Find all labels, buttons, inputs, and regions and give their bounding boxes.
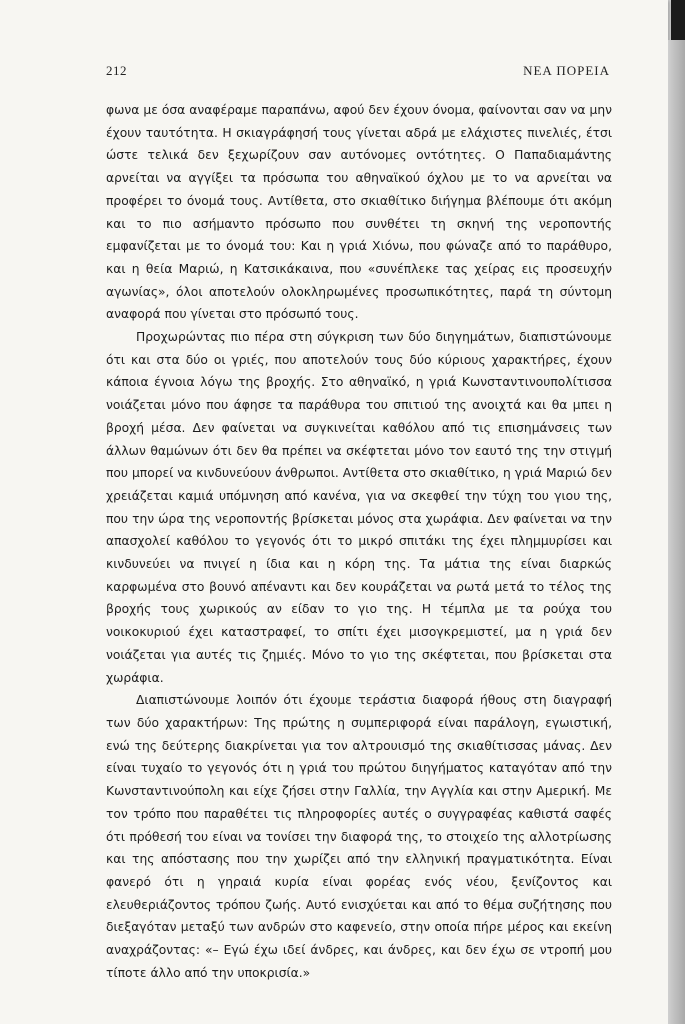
scan-edge-mark — [671, 0, 685, 40]
paragraph: Διαπιστώνουμε λοιπόν ότι έχουμε τεράστια διαφορά ήθους στη διαγραφή των δύο χαρακτήρων: Της πρώτης η συμπεριφορά είναι παράλογη, εγωιστική, ενώ της δεύτερης διακρίνεται για τον αλτρουισμό της σκιαθίτισσας μάνας. Δεν είναι τυχαίο το γεγονός ότι η γριά του πρώτου διηγήματος καταγόταν από την Κωνσταντινούπολη και είχε ζήσει στην Γαλλία, την Αγγλία και στην Αμερική. Με τον τρόπο που παραθέτει τις πληροφορίες αυτές ο συγγραφέας καθιστά σαφές ότι πρόθεσή του είναι να τονίσει την διαφορά της, το στοιχείο της αλλοτρίωσης και της απόστασης που την χωρίζει από την ελληνική πραγματικότητα. Είναι φανερό ότι η γηραιά κυρία είναι φορέας ενός νέου, ξενίζοντος και ελευθεριάζοντος τρόπου ζωής. Αυτό ενισχύεται και από το θέμα συζήτησης που διεξαγόταν μεταξύ των ανδρών στο καφενείο, στην οποία πήρε μέρος και εκείνη αναχράζοντας: «– Εγώ έχω ιδεί άνδρες, και άνδρες, και δεν έχω σε ντροπή μου τίποτε άλλο από την υποκρισία.» — [106, 693, 612, 980]
body-text — [106, 99, 612, 984]
running-title: ΝΕΑ ΠΟΡΕΙΑ — [523, 63, 610, 78]
page-header — [106, 63, 610, 83]
paragraph: φωνα με όσα αναφέραμε παραπάνω, αφού δεν έχουν όνομα, φαίνονται σαν να μην έχουν ταυτότητα. Η σκιαγράφησή τους γίνεται αδρά με ελάχιστες πινελιές, έτσι ώστε τελικά δεν ξεχωρίζουν σαν αυτόνομες οντότητες. Ο Παπαδιαμάντης αρνείται να αγγίξει τα πρόσωπα του αθηναϊκού όχλου με το να αρνείται να προφέρει το όνομά τους. Αντίθετα, στο σκιαθίτικο διήγημα βλέπουμε ότι ακόμη και το πιο ασήμαντο πρόσωπο που συνθέτει τη σκηνή της νεροποντής εμφανίζεται με το όνομά του: Και η γριά Χιόνω, που φώναζε από το παράθυρο, και η θεία Μαριώ, η Κατσικάκαινα, που «συνέπλεκε τας χείρας εις προσευχήν αγωνίας», όλοι αποτελούν ολοκληρωμένες προσωπικότητες, παρά τη σύντομη αναφορά που γίνεται στο πρόσωπό τους. — [106, 103, 612, 322]
page-number: 212 — [106, 63, 127, 78]
scan-edge-shadow — [668, 40, 685, 1024]
paragraph: Προχωρώντας πιο πέρα στη σύγκριση των δύο διηγημάτων, διαπιστώνουμε ότι και στα δύο οι γριές, που αποτελούν τους δύο κύριους χαρακτήρες, έχουν κάποια έγνοια λόγω της βροχής. Στο αθηναϊκό, η γριά Κωνσταντινουπολίτισσα νοιάζεται μόνο που άφησε τα παράθυρα του σπιτιού της ανοιχτά και θα μπει η βροχή μέσα. Δεν φαίνεται να συγκινείται καθόλου από τις επισημάνσεις των άλλων θαμώνων ότι δεν θα πρέπει να σκέφτεται μόνο τον εαυτό της την στιγμή που μπορεί να κινδυνεύουν άνθρωποι. Αντίθετα στο σκιαθίτικο, η γριά Μαριώ δεν χρειάζεται καμιά υπόμνηση από κανένα, για να σκεφθεί την τύχη του γιου της, που την ώρα της νεροποντής βρίσκεται μόνος στα χωράφια. Δεν φαίνεται να την απασχολεί καθόλου το γεγονός ότι το μικρό σπιτάκι της έχει πλημμυρίσει και κινδυνεύει να πνιγεί η ίδια και η κόρη της. Τα μάτια της είναι διαρκώς καρφωμένα στο βουνό απέναντι και δεν κουράζεται να ρωτά μετά το τέλος της βροχής τους χωρικούς αν είδαν το γιο της. Η τέμπλα με τα ρούχα του νοικοκυριού έχει καταστραφεί, το σπίτι έχει μισογκρεμιστεί, μα η γριά δεν νοιάζεται για αυτές τις ζημιές. Μόνο το γιο της σκέφτεται, που βρίσκεται στα χωράφια. — [106, 330, 612, 685]
